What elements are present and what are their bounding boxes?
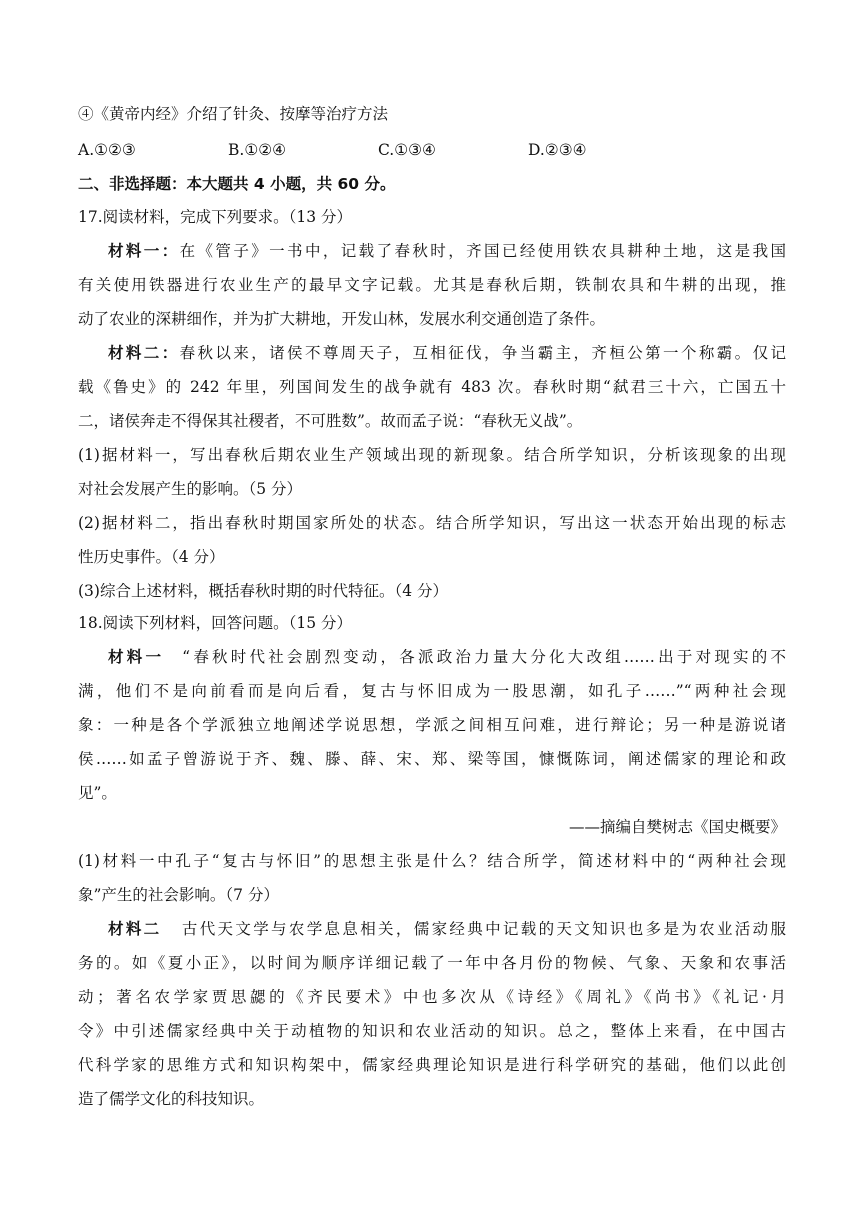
q18-material1-line: 见”。 <box>78 784 117 802</box>
q17-material1-text: 在《管子》一书中，记载了春秋时，齐国已经使用铁农具耕种土地，这是我国 <box>179 242 786 260</box>
q17-prompt: 17.阅读材料，完成下列要求。（13 分） <box>78 208 353 226</box>
q18-material1-line <box>108 647 786 667</box>
q18-material1-line: 象：一种是各个学派独立地阐述学说思想，学派之间相互问难，进行辩论；另一种是游说诸 <box>78 716 786 734</box>
option-a: A.①②③ <box>78 141 136 159</box>
q18-prompt: 18.阅读下列材料，回答问题。（15 分） <box>78 614 353 632</box>
q17-material1-line <box>108 241 786 261</box>
q18-material1-source: ——摘编自樊树志《国史概要》 <box>568 818 786 836</box>
q17-sub1-line: 对社会发展产生的影响。（5 分） <box>78 480 303 498</box>
q18-material2-line: 代科学家的思维方式和知识构架中，儒家经典理论知识是进行科学研究的基础，他们以此创 <box>78 1056 786 1074</box>
q17-material2-line: 二，诸侯奔走不得保其社稷者，不可胜数”。故而孟子说：“春秋无义战”。 <box>78 412 583 430</box>
q16-item4: ④《黄帝内经》介绍了针灸、按摩等治疗方法 <box>78 105 389 123</box>
q18-material2-line: 令》中引述儒家经典中关于动植物的知识和农业活动的知识。总之，整体上来看，在中国古 <box>78 1022 786 1040</box>
q18-material1-text: “春秋时代社会剧烈变动，各派政治力量大分化大改组……出于对现实的不 <box>182 648 786 666</box>
q18-material1-line: 侯……如孟子曾游说于齐、魏、滕、薛、宋、郑、梁等国，慷慨陈词，阐述儒家的理论和政 <box>78 750 786 768</box>
option-d: D.②③④ <box>528 141 587 159</box>
q18-material2-line: 动；著名农学家贾思勰的《齐民要术》中也多次从《诗经》《周礼》《尚书》《礼记·月 <box>78 988 786 1006</box>
q17-sub3: (3)综合上述材料，概括春秋时期的时代特征。（4 分） <box>78 582 448 600</box>
q18-sub1-line: 象”产生的社会影响。（7 分） <box>78 886 279 904</box>
q17-material2-text: 春秋以来，诸侯不尊周天子，互相征伐，争当霸主，齐桓公第一个称霸。仅记 <box>179 344 786 362</box>
q17-material1-line: 动了农业的深耕细作，并为扩大耕地，开发山林，发展水利交通创造了条件。 <box>78 310 606 328</box>
q18-material1-line: 满，他们不是向前看而是向后看，复古与怀旧成为一股思潮，如孔子……”“两种社会现 <box>78 682 786 700</box>
q17-sub2-line: 性历史事件。（4 分） <box>78 548 225 566</box>
q17-sub2-line: (2)据材料二，指出春秋时期国家所处的状态。结合所学知识，写出这一状态开始出现的标志 <box>78 514 786 532</box>
q17-sub1-line: (1)据材料一，写出春秋后期农业生产领域出现的新现象。结合所学知识，分析该现象的出现 <box>78 446 786 464</box>
q17-material2-label: 材料二： <box>108 343 180 362</box>
q18-material2-text: 古代天文学与农学息息相关，儒家经典中记载的天文知识也多是为农业活动服 <box>179 920 786 938</box>
q18-material2-label: 材料二 <box>108 919 162 938</box>
q16-options <box>78 140 786 160</box>
section-heading: 二、非选择题：本大题共 4 小题，共 60 分。 <box>78 175 396 193</box>
q17-material2-line: 载《鲁史》的 242 年里，列国间发生的战争就有 483 次。春秋时期“弑君三十六，亡国五十 <box>78 378 786 396</box>
q18-sub1-line: (1)材料一中孔子“复古与怀旧”的思想主张是什么？结合所学，简述材料中的“两种社会现 <box>78 852 786 870</box>
q18-material1-label: 材料一 <box>108 647 165 666</box>
q18-material2-line: 务的。如《夏小正》，以时间为顺序详细记载了一年中各月份的物候、气象、天象和农事活 <box>78 954 786 972</box>
q18-material2-line <box>108 919 786 939</box>
q17-material2-line <box>108 343 786 363</box>
option-b: B.①②④ <box>228 141 287 159</box>
option-c: C.①③④ <box>378 141 436 159</box>
q18-material2-line: 造了儒学文化的科技知识。 <box>78 1090 265 1108</box>
q17-material1-line: 有关使用铁器进行农业生产的最早文字记载。尤其是春秋后期，铁制农具和牛耕的出现，推 <box>78 276 786 294</box>
q17-material1-label: 材料一： <box>108 241 180 260</box>
